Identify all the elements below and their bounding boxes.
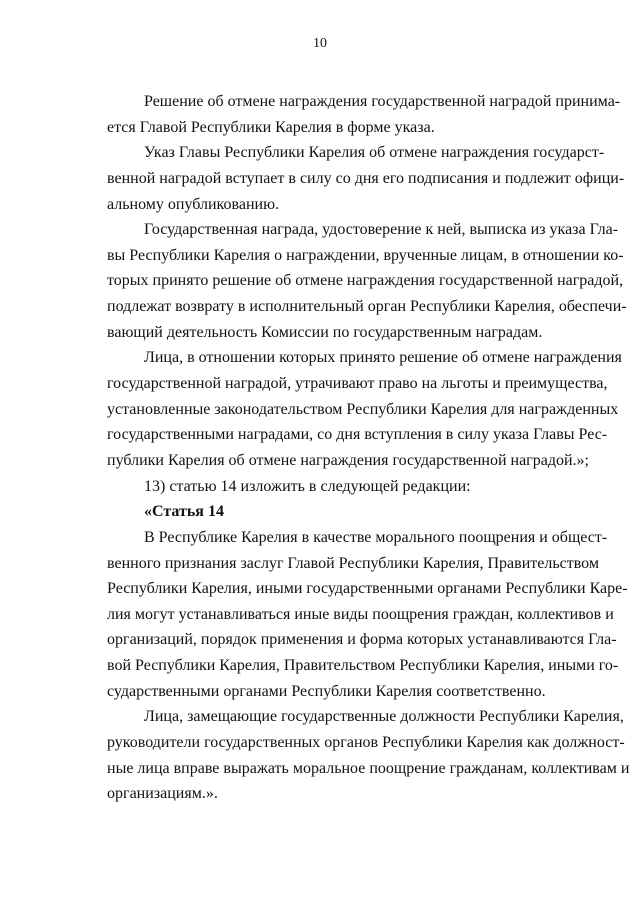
article-heading: «Статья 14 — [144, 503, 224, 521]
text-line: ные лица вправе выражать моральное поощрение гражданам, коллективам и — [107, 759, 630, 777]
text-line: публики Карелия об отмене награждения государственной наградой.»; — [107, 451, 589, 469]
text-line: Республики Карелия, иными государственными органами Республики Каре- — [107, 580, 628, 598]
text-line: организациям.». — [107, 785, 218, 803]
text-line: вающий деятельность Комиссии по государственным наградам. — [107, 323, 543, 341]
document-body — [107, 89, 630, 807]
text-line: организаций, порядок применения и форма которых устанавливаются Гла- — [107, 631, 617, 649]
text-line: государственными наградами, со дня вступления в силу указа Главы Рес- — [107, 426, 608, 444]
text-line: В Республике Карелия в качестве морального поощрения и общест- — [144, 528, 608, 546]
text-line: лия могут устанавливаться иные виды поощрения граждан, коллективов и — [107, 605, 614, 623]
text-line: вой Республики Карелия, Правительством Республики Карелия, иными го- — [107, 657, 619, 675]
text-line: руководители государственных органов Республики Карелия как должност- — [107, 734, 625, 752]
text-line: альному опубликованию. — [107, 195, 280, 213]
page-number: 10 — [313, 36, 327, 51]
text-line: Лица, в отношении которых принято решение об отмене награждения — [144, 349, 622, 367]
text-line: государственной наградой, утрачивают право на льготы и преимущества, — [107, 375, 608, 393]
text-line: ется Главой Республики Карелия в форме указа. — [107, 118, 435, 136]
text-line: 13) статью 14 изложить в следующей редакции: — [144, 477, 471, 495]
text-line: Государственная награда, удостоверение к ней, выписка из указа Гла- — [144, 221, 619, 239]
text-line: Лица, замещающие государственные должности Республики Карелия, — [144, 708, 624, 726]
text-line: венной наградой вступает в силу со дня его подписания и подлежит офици- — [107, 169, 625, 187]
text-line: Указ Главы Республики Карелия об отмене награждения государст- — [144, 144, 605, 162]
text-line: сударственными органами Республики Карелия соответственно. — [107, 682, 546, 700]
text-line: подлежат возврату в исполнительный орган Республики Карелия, обеспечи- — [107, 298, 627, 316]
text-line: торых принято решение об отмене награждения государственной наградой, — [107, 272, 624, 290]
text-line: Решение об отмене награждения государственной наградой принима- — [144, 93, 621, 110]
text-line: установленные законодательством Республики Карелия для награжденных — [107, 400, 619, 418]
text-line: вы Республики Карелия о награждении, врученные лицам, в отношении ко- — [107, 246, 624, 264]
text-line: венного признания заслуг Главой Республики Карелия, Правительством — [107, 554, 599, 572]
